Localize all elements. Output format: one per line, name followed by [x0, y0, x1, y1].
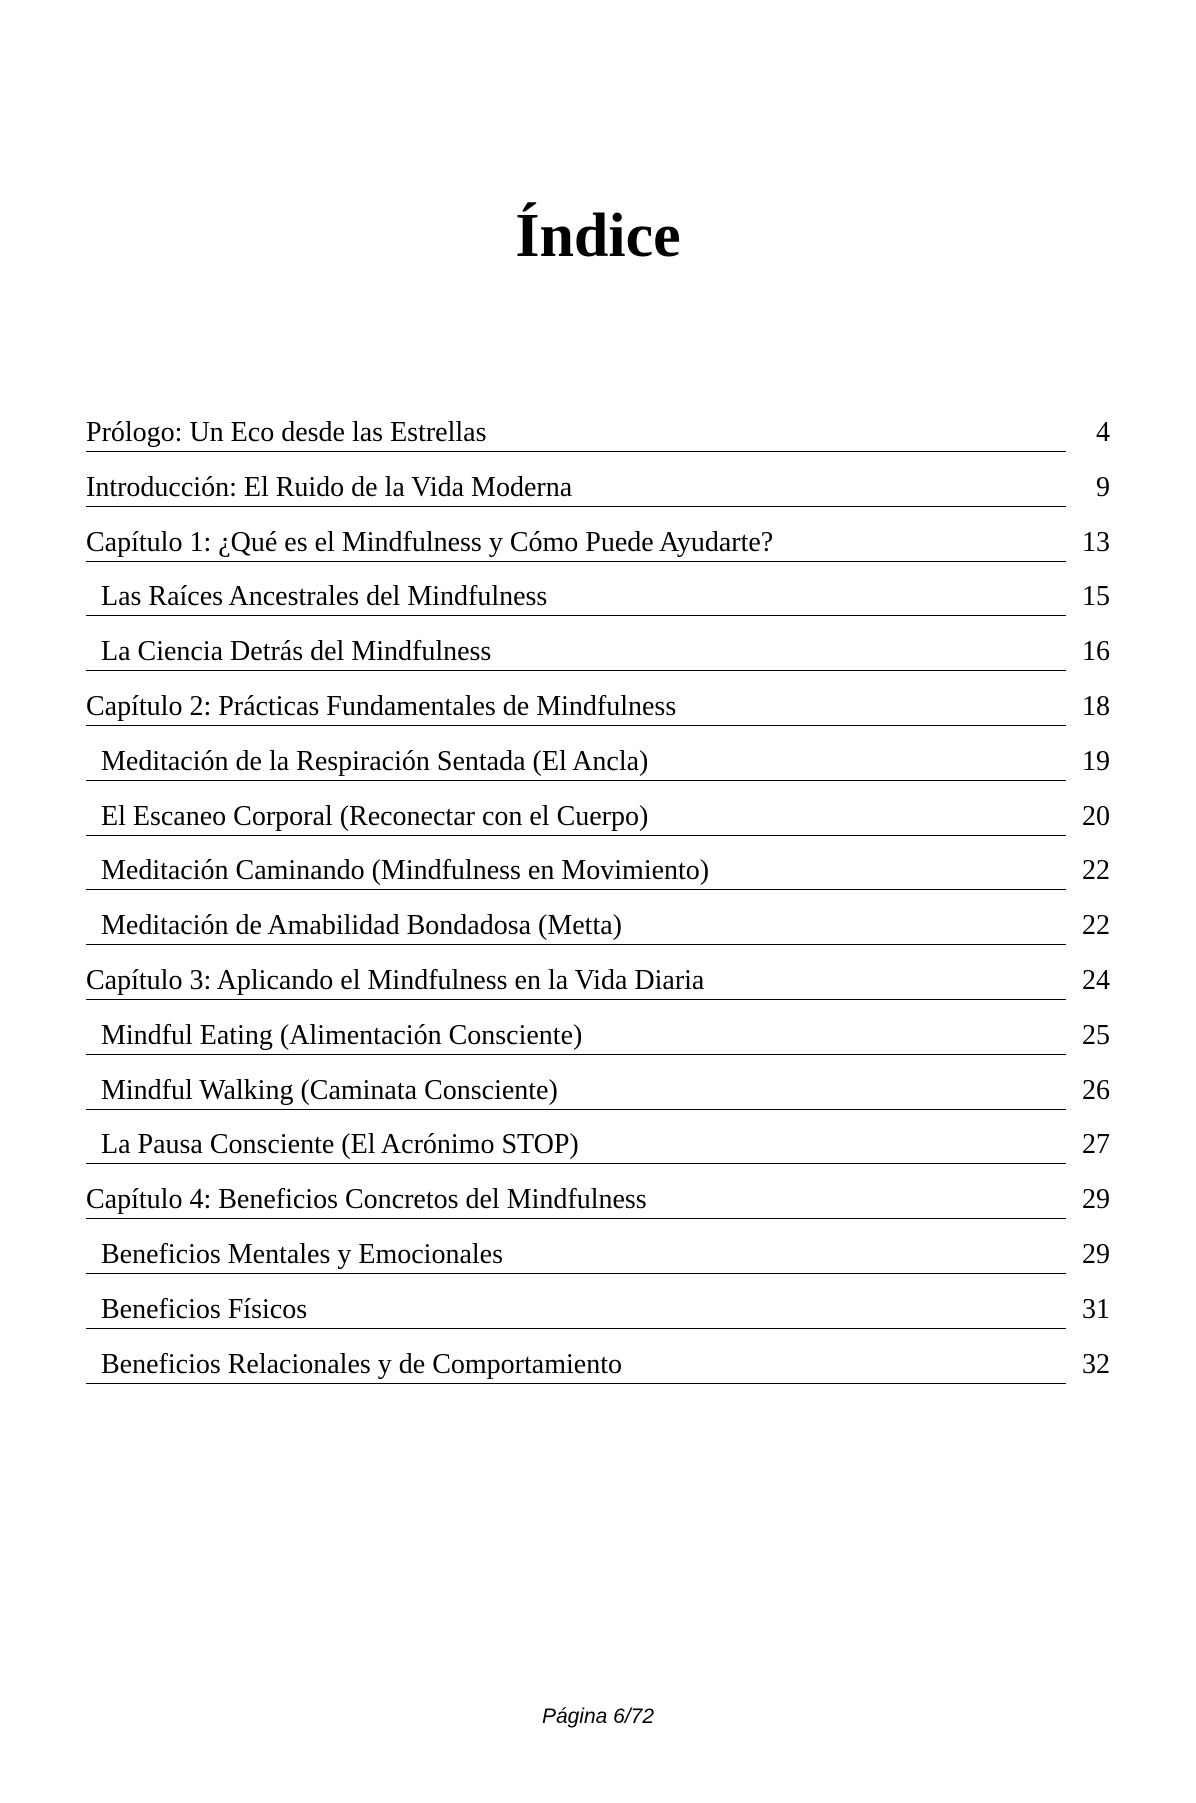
toc-leader-line	[86, 615, 1066, 616]
toc-entry-title: Capítulo 4: Beneficios Concretos del Mindfulness	[86, 1184, 647, 1216]
toc-leader-line	[86, 1328, 1066, 1329]
toc-entry[interactable]	[86, 905, 1110, 945]
toc-entry[interactable]	[86, 1015, 1110, 1055]
toc-entry-page-number: 24	[1082, 965, 1110, 996]
toc-entry[interactable]	[86, 1234, 1110, 1274]
toc-entry[interactable]	[86, 850, 1110, 890]
toc-entry-title: Meditación Caminando (Mindfulness en Movimiento)	[101, 855, 710, 887]
toc-entry[interactable]	[86, 576, 1110, 616]
toc-entry[interactable]	[86, 631, 1110, 671]
toc-entry-title: Meditación de la Respiración Sentada (El Ancla)	[101, 745, 649, 777]
toc-entry[interactable]	[86, 412, 1110, 452]
toc-entry-page-number: 13	[1082, 526, 1110, 558]
toc-entry-title: Las Raíces Ancestrales del Mindfulness	[101, 581, 548, 613]
toc-leader-line	[86, 561, 1066, 562]
page-title: Índice	[515, 202, 681, 270]
toc-entry-title: Beneficios Mentales y Emocionales	[101, 1239, 503, 1270]
toc-leader-line	[86, 944, 1066, 945]
toc-entry-title: Beneficios Relacionales y de Comportamiento	[101, 1348, 622, 1380]
toc-entry[interactable]	[86, 686, 1110, 726]
toc-entry-title: Capítulo 3: Aplicando el Mindfulness en la Vida Diaria	[86, 965, 705, 996]
toc-entry-title: Capítulo 1: ¿Qué es el Mindfulness y Cómo Puede Ayudarte?	[86, 526, 774, 558]
toc-entry-title: Beneficios Físicos	[101, 1293, 308, 1325]
toc-entry-page-number: 16	[1082, 636, 1110, 668]
toc-entry-title: Introducción: El Ruido de la Vida Moderna	[86, 471, 573, 503]
toc-entry[interactable]	[86, 1070, 1110, 1110]
toc-entry-page-number: 26	[1082, 1074, 1110, 1106]
toc-entry-page-number: 29	[1082, 1239, 1110, 1270]
toc-entry[interactable]	[86, 741, 1110, 781]
toc-entry-page-number: 25	[1082, 1019, 1110, 1051]
toc-entry-page-number: 19	[1082, 745, 1110, 777]
toc-leader-line	[86, 1163, 1066, 1164]
toc-leader-line	[86, 1109, 1066, 1110]
toc-leader-line	[86, 835, 1066, 836]
toc-leader-line	[86, 670, 1066, 671]
toc-entry-page-number: 22	[1082, 910, 1110, 942]
toc-entry-page-number: 27	[1082, 1129, 1110, 1161]
toc-entry[interactable]	[86, 960, 1110, 1000]
toc-entry-page-number: 22	[1082, 855, 1110, 887]
toc-entry-title: La Pausa Consciente (El Acrónimo STOP)	[101, 1129, 579, 1161]
toc-leader-line	[86, 451, 1066, 452]
toc-leader-line	[86, 1054, 1066, 1055]
toc-entry-page-number: 18	[1082, 691, 1110, 722]
toc-entry-title: Meditación de Amabilidad Bondadosa (Metta)	[101, 910, 622, 942]
toc-leader-line	[86, 725, 1066, 726]
toc-entry-page-number: 32	[1082, 1348, 1110, 1380]
toc-leader-line	[86, 1383, 1066, 1384]
toc-leader-line	[86, 889, 1066, 890]
toc-leader-line	[86, 780, 1066, 781]
toc-entry-title: El Escaneo Corporal (Reconectar con el Cuerpo)	[101, 800, 649, 832]
toc-entry-title: La Ciencia Detrás del Mindfulness	[101, 636, 492, 668]
toc-entry-page-number: 9	[1096, 471, 1110, 503]
page-number-footer: Página 6/72	[541, 1705, 655, 1728]
toc-entry-page-number: 20	[1082, 800, 1110, 832]
toc-entry[interactable]	[86, 467, 1110, 507]
toc-entry-title: Prólogo: Un Eco desde las Estrellas	[86, 417, 487, 448]
toc-entry-page-number: 4	[1096, 417, 1110, 448]
toc-entry[interactable]	[86, 796, 1110, 836]
toc-entry[interactable]	[86, 1179, 1110, 1219]
toc-entry-title: Mindful Eating (Alimentación Consciente)	[101, 1019, 583, 1051]
toc-entry[interactable]	[86, 522, 1110, 562]
toc-entry-title: Capítulo 2: Prácticas Fundamentales de Mindfulness	[86, 691, 677, 722]
toc-leader-line	[86, 1218, 1066, 1219]
toc-entry-page-number: 31	[1082, 1293, 1110, 1325]
toc-entry[interactable]	[86, 1344, 1110, 1384]
toc-entry[interactable]	[86, 1289, 1110, 1329]
toc-entry-page-number: 29	[1082, 1184, 1110, 1216]
toc-leader-line	[86, 1273, 1066, 1274]
toc-entry-page-number: 15	[1082, 581, 1110, 613]
toc-leader-line	[86, 999, 1066, 1000]
toc-leader-line	[86, 506, 1066, 507]
toc-entry-title: Mindful Walking (Caminata Consciente)	[101, 1074, 558, 1106]
toc-entry[interactable]	[86, 1124, 1110, 1164]
